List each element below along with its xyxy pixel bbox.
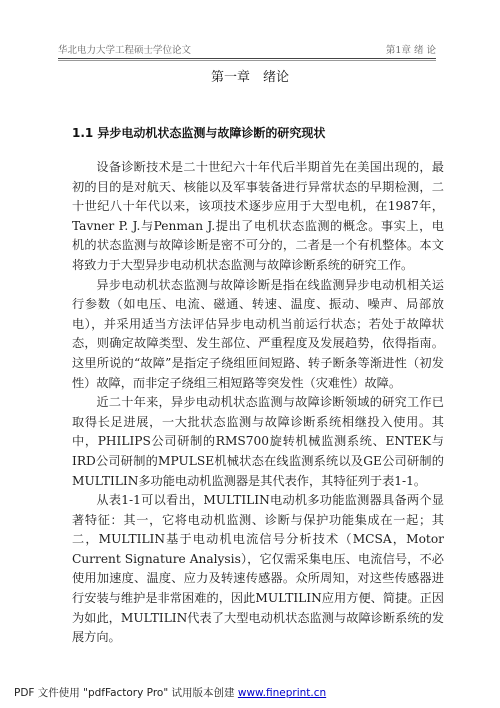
header-rule-secondary	[58, 60, 436, 61]
footer-text: PDF 文件使用 "pdfFactory Pro" 试用版本创建	[14, 687, 235, 699]
chapter-title: 第一章 绪论	[210, 70, 289, 85]
paragraph-3: 近二十年来，异步电动机状态监测与故障诊断领域的研究工作已取得长足进展，一大批状态监测与故障诊断系统相继投入使用。其中，PHILIPS公司研制的RMS700旋转机械监测系统、ENTEK与IRD公司研制的MPULSE机械状态在线监测系统以及GE公司研制的MULTILIN多功能电动机监测器是其代表作，其特征列于表1-1。	[72, 395, 444, 488]
header-left: 华北电力大学工程硕士学位论文	[58, 45, 192, 56]
header-rule	[58, 58, 436, 59]
running-header	[58, 40, 436, 56]
paragraph-4: 从表1-1可以看出，MULTILIN电动机多功能监测器具备两个显著特征：其一，它将电动机监测、诊断与保护功能集成在一起；其二，MULTILIN基于电动机电流信号分析技术（MCSA，Motor Current Signature Analysis），它仅需采集电压、电流信号，不必使用加速度、温度、应力及转速传感器。众所周知，对这些传感器进行安装与维护是非常困难的，因此MULTILIN应用方便、简捷。正因为如此，MULTILIN代表了大型电动机状态监测与故障诊断系统的发展方向。	[72, 493, 444, 645]
paragraph-1: 设备诊断技术是二十世纪六十年代后半期首先在美国出现的，最初的目的是对航天、核能以及军事装备进行异常状态的早期检测，二十世纪八十年代以来，该项技术逐步应用于大型电机，在1987年，Tavner P. J.与Penman J.提出了电机状态监测的概念。事实上，电机的状态监测与故障诊断是密不可分的，二者是一个有机整体。本文将致力于大型异步电动机状态监测与故障诊断系统的研究工作。	[72, 160, 444, 272]
body-text	[72, 158, 444, 648]
header-right: 第1章 绪 论	[385, 45, 436, 56]
paragraph-2: 异步电动机状态监测与故障诊断是指在线监测异步电动机相关运行参数（如电压、电流、磁通、转速、温度、振动、噪声、局部放电），并采用适当方法评估异步电动机当前运行状态；若处于故障状态，则确定故障类型、发生部位、严重程度及发展趋势，依得指南。这里所说的“故障”是指定子绕组匝间短路、转子断条等渐进性（初发性）故障，而非定子绕组三相短路等突发性（灾难性）故障。	[72, 277, 444, 390]
pdf-footer	[14, 685, 326, 700]
footer-link[interactable]: www.fineprint.cn	[237, 687, 327, 699]
section-title: 1.1 异步电动机状态监测与故障诊断的研究现状	[72, 126, 326, 140]
